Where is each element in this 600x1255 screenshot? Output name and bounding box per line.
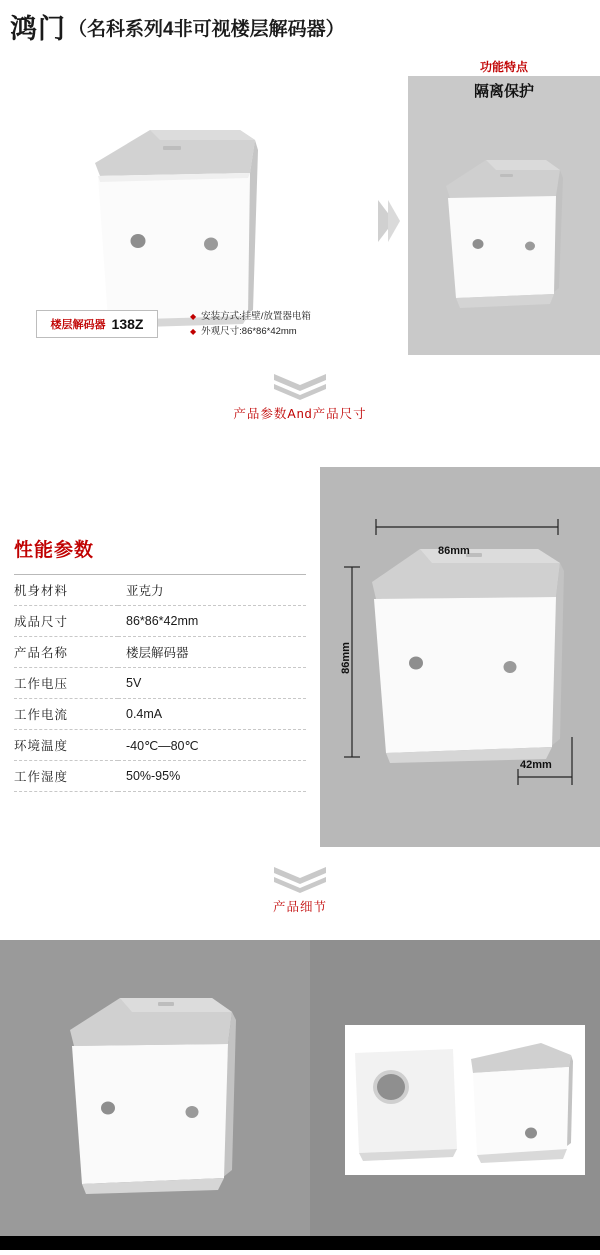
divider-caption: 产品参数And产品尺寸: [233, 407, 367, 421]
spec-key: 工作湿度: [14, 770, 69, 784]
dimension-diagram: [320, 467, 600, 847]
hero-bullet-list: [190, 309, 311, 339]
chevron-down-icon: [0, 865, 600, 893]
spec-key: 成品尺寸: [14, 615, 69, 629]
diamond-icon: ◆: [190, 327, 197, 336]
brand-logo-text: 鸿门: [10, 14, 66, 44]
hero-arrow-icon: [374, 198, 402, 244]
performance-params-section: [14, 535, 310, 792]
spec-key: 工作电压: [14, 677, 69, 691]
chevron-down-icon: [0, 372, 600, 400]
detail-photo-left: [0, 940, 310, 1250]
table-row: [14, 668, 306, 699]
hero-right-photo: [408, 76, 600, 355]
bullet-text: 外观尺寸:86*86*42mm: [201, 326, 297, 337]
spec-key: 工作电流: [14, 708, 69, 722]
dimension-depth-label: 42mm: [520, 759, 552, 771]
divider-details: [0, 865, 600, 915]
table-row: [14, 699, 306, 730]
spec-key: 环境温度: [14, 739, 69, 753]
spec-table: [14, 574, 306, 792]
model-badge-value: 138Z: [111, 316, 144, 332]
table-row: [14, 637, 306, 668]
table-row: [14, 761, 306, 792]
footer-bar: [0, 1236, 600, 1250]
page-header: [10, 16, 345, 43]
bullet-text: 安装方式:挂壁/放置器电箱: [201, 311, 311, 322]
spec-value: 86*86*42mm: [126, 614, 199, 628]
params-title: 性能参数: [14, 540, 95, 561]
table-row: [14, 575, 306, 606]
spec-value: 0.4mA: [126, 707, 163, 721]
list-item: [190, 324, 311, 339]
divider-params: [0, 372, 600, 422]
feature-label: 功能特点: [479, 60, 528, 74]
spec-value: 5V: [126, 676, 142, 690]
list-item: [190, 309, 311, 324]
model-badge: [36, 310, 158, 338]
table-row: [14, 730, 306, 761]
decoder-device-illustration-detail: [0, 940, 310, 1250]
divider-caption: 产品细节: [272, 900, 327, 914]
diamond-icon: ◆: [190, 312, 197, 321]
page-title: （名科系列4非可视楼层解码器）: [68, 19, 345, 40]
spec-value: 50%-95%: [126, 769, 181, 783]
dimension-width-label: 86mm: [438, 545, 470, 557]
table-row: [14, 606, 306, 637]
dimension-height-label: 86mm: [340, 642, 352, 674]
detail-closeups: [345, 1025, 585, 1175]
model-badge-label: 楼层解码器: [50, 319, 106, 331]
spec-value: -40℃—80℃: [126, 738, 199, 753]
dimension-photo: [320, 467, 600, 847]
feature-text: 隔离保护: [473, 83, 534, 100]
detail-photo-right: [345, 1025, 585, 1175]
spec-key: 产品名称: [14, 646, 69, 660]
spec-key: 机身材料: [14, 584, 69, 598]
spec-value: 亚克力: [126, 584, 164, 598]
decoder-device-illustration-secondary: [408, 76, 600, 355]
spec-value: 楼层解码器: [126, 646, 189, 660]
